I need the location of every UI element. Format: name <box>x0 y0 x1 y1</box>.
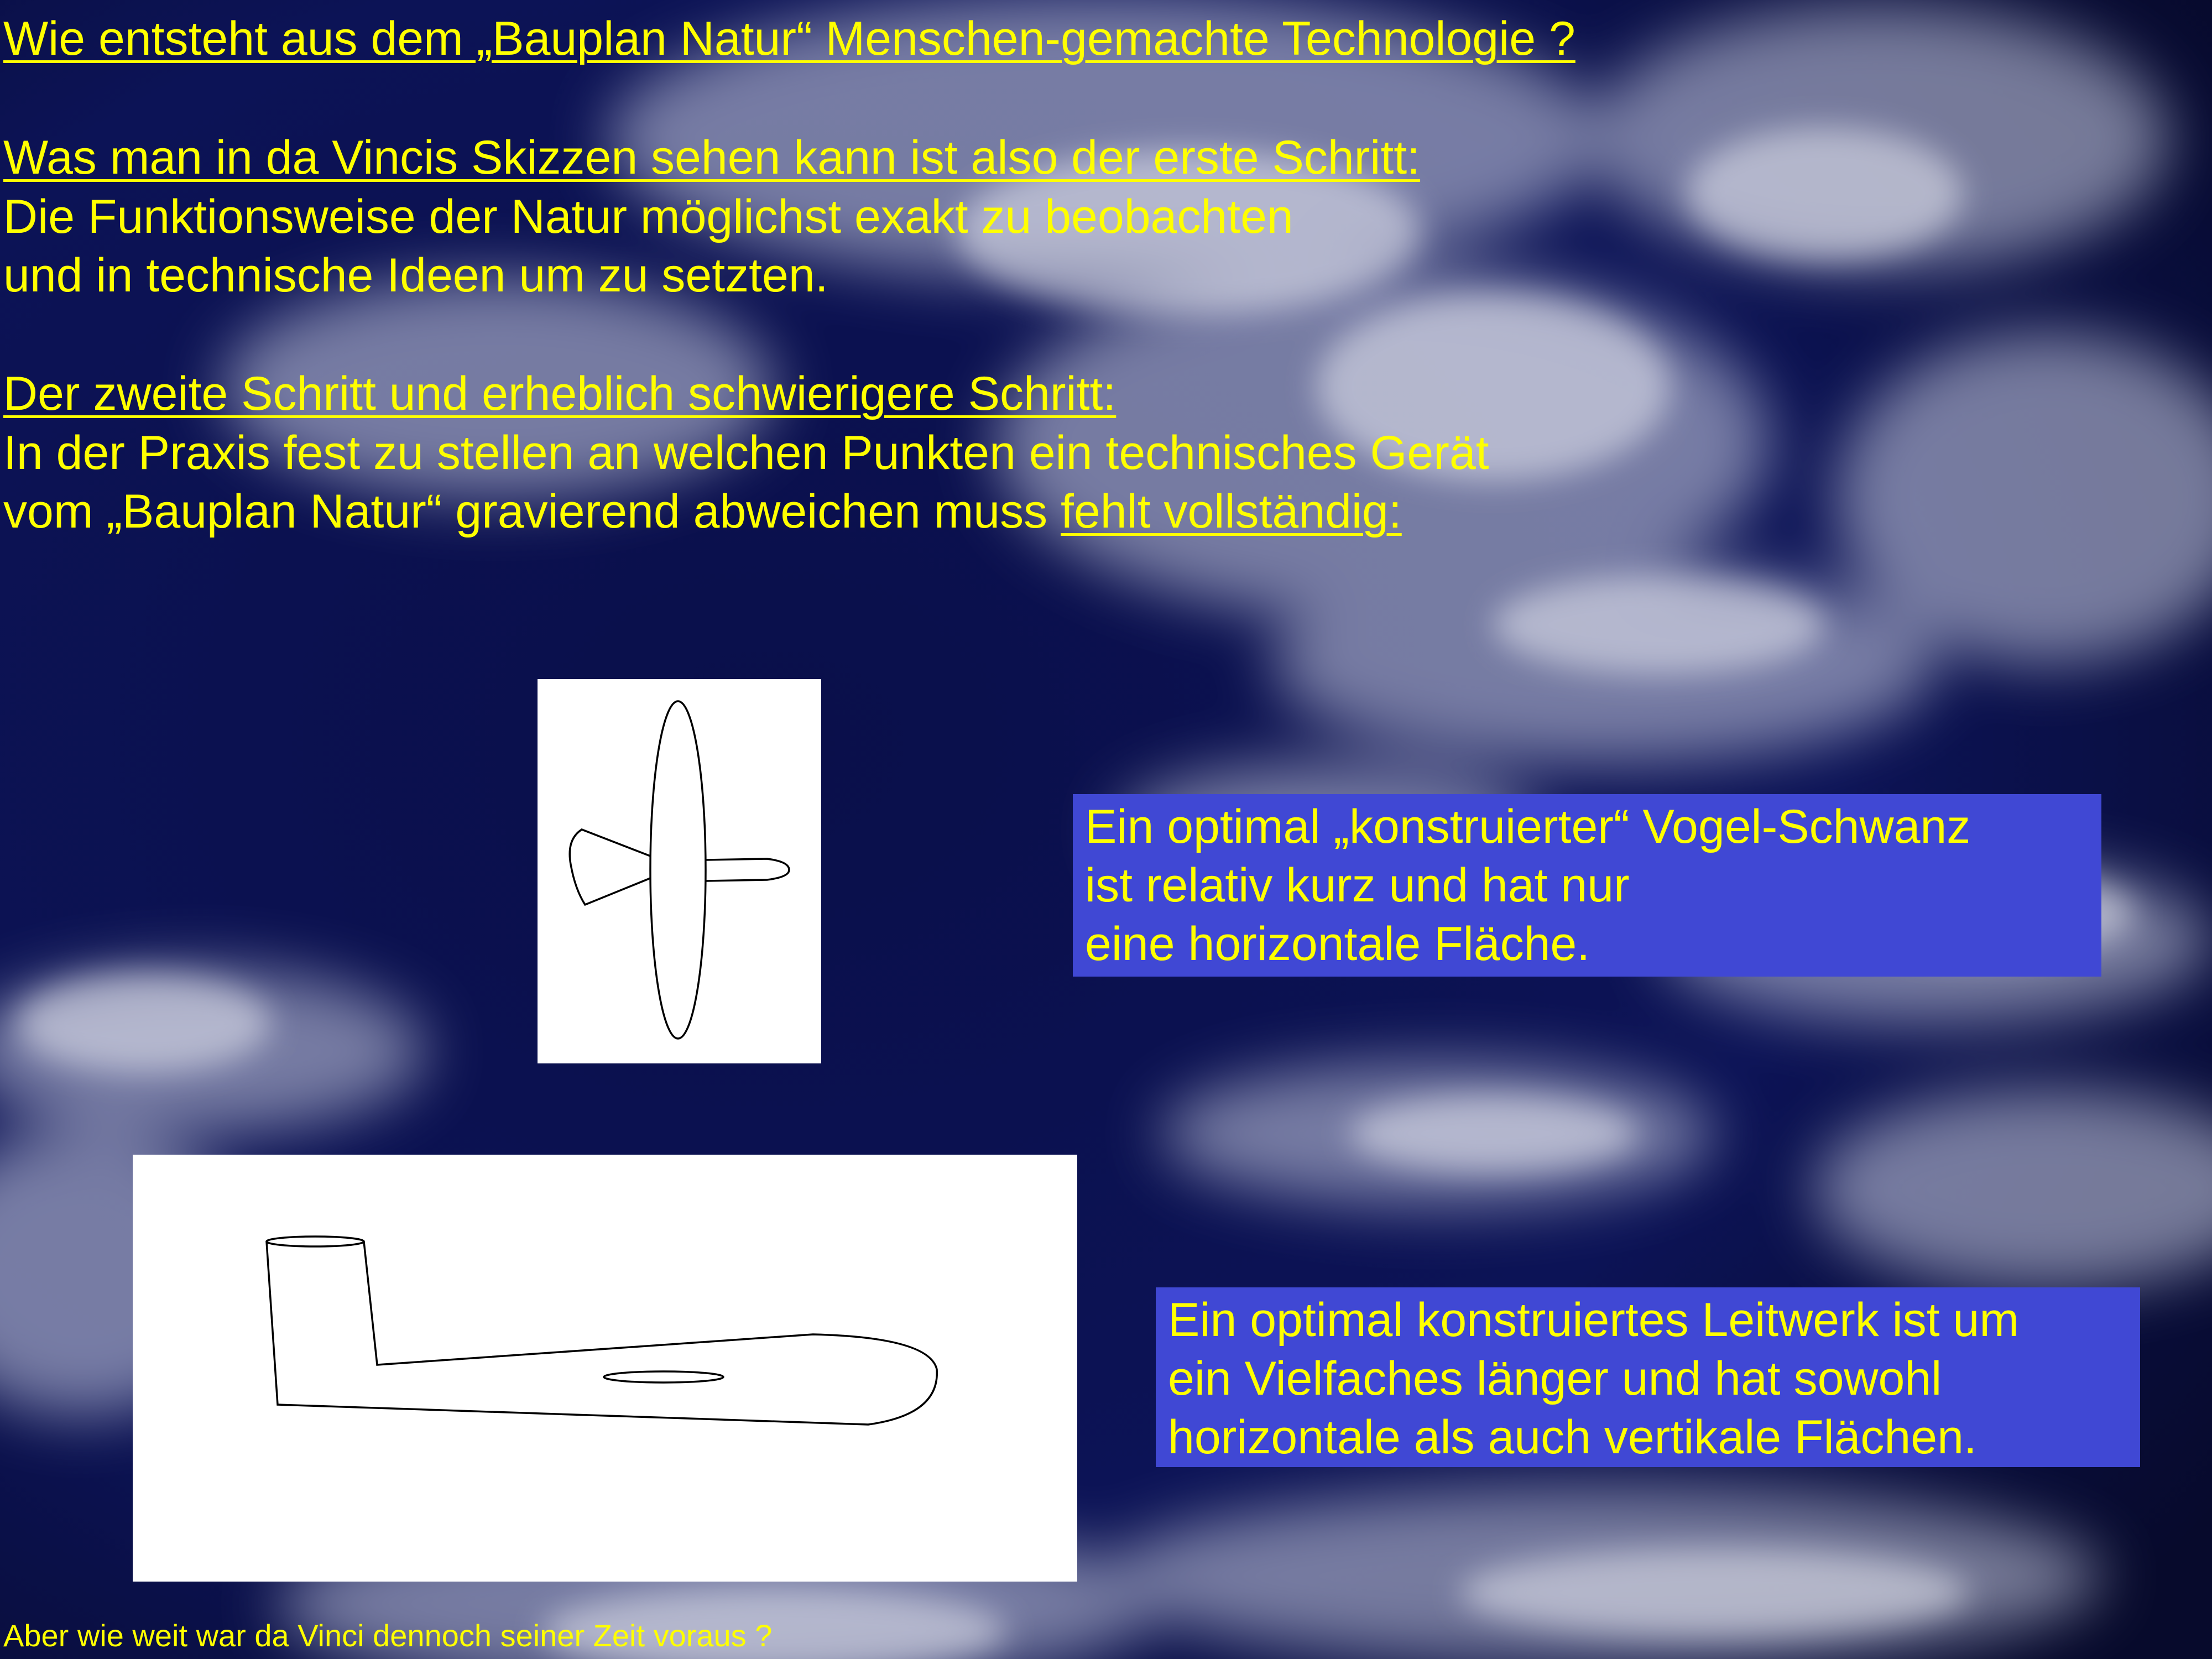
step-two-line-2 <box>3 483 1402 540</box>
bird-info-line-2: ist relativ kurz und hat nur <box>1085 859 1630 912</box>
step-one-line-2: und in technische Ideen um zu setzten. <box>3 249 828 302</box>
bird-tail-sketch <box>538 679 821 1063</box>
plane-info-line-2: ein Vielfaches länger und hat sowohl <box>1168 1352 1942 1405</box>
step-two-emphasis: fehlt vollständig: <box>1061 485 1402 538</box>
step-two-heading: Der zweite Schritt und erheblich schwierigere Schritt: <box>3 367 1117 420</box>
bird-wing-shape <box>650 701 706 1039</box>
stabilizer-shape <box>604 1371 723 1383</box>
plane-info-line-1: Ein optimal konstruiertes Leitwerk ist um <box>1168 1293 2020 1347</box>
step-one-line-1: Die Funktionsweise der Natur möglichst exakt zu beobachten <box>3 190 1293 243</box>
bird-body-shape <box>706 859 789 881</box>
fin-top-shape <box>267 1237 364 1246</box>
bird-info-line-1: Ein optimal „konstruierter“ Vogel-Schwanz <box>1085 800 1971 853</box>
step-two-line-1: In der Praxis fest zu stellen an welchen Punkten ein technisches Gerät <box>3 426 1489 479</box>
step-one-heading: Was man in da Vincis Skizzen sehen kann ist also der erste Schritt: <box>3 131 1421 184</box>
bird-info-line-3: eine horizontale Fläche. <box>1085 917 1590 971</box>
footer-question: Aber wie weit war da Vinci dennoch seiner Zeit voraus ? <box>3 1618 773 1653</box>
bird-tail-info-box <box>1073 794 2101 977</box>
leitwerk-info-box <box>1156 1287 2140 1467</box>
fuselage-shape <box>267 1241 937 1425</box>
page-title: Wie entsteht aus dem „Bauplan Natur“ Menschen-gemachte Technologie ? <box>3 12 1575 65</box>
plane-info-line-3: horizontale als auch vertikale Flächen. <box>1168 1411 1977 1464</box>
step-two-line-2-text: vom „Bauplan Natur“ gravierend abweichen muss <box>3 485 1061 538</box>
airplane-tail-sketch <box>133 1155 1077 1582</box>
bird-tail-shape <box>570 830 650 905</box>
